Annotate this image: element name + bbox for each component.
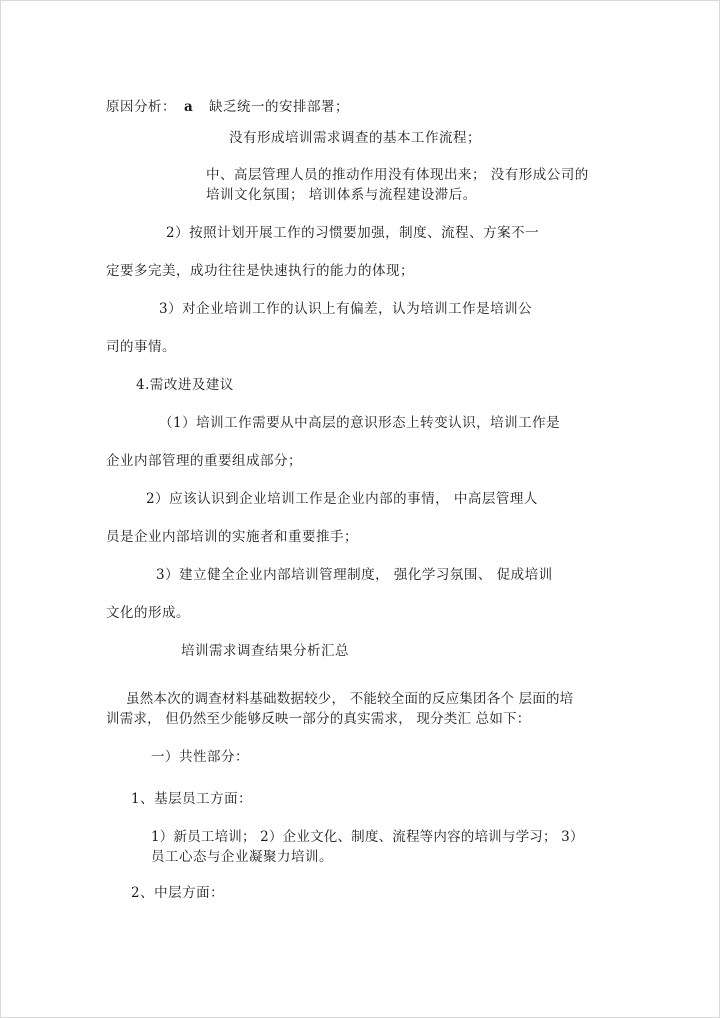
cause-item-b: 没有形成培训需求调查的基本工作流程； [229, 130, 481, 146]
cause-item-c-line2: 培训文化氛围； 培训体系与流程建设滞后。 [206, 187, 477, 203]
summary-section1: 一）共性部分： [151, 749, 249, 765]
sub1-line1: 1）新员工培训； 2）企业文化、制度、流程等内容的培训与学习； 3） [151, 829, 584, 845]
sub1-line2: 员工心态与企业凝聚力培训。 [151, 849, 333, 865]
suggestions-heading: 4.需改进及建议 [136, 377, 234, 393]
cause-item-a: 缺乏统一的安排部署； [209, 99, 349, 115]
cause-point2-line2: 定要多完美，成功往往是快速执行的能力的体现； [106, 263, 414, 279]
cause-point3-line1: 3）对企业培训工作的认识上有偏差，认为培训工作是培训公 [159, 301, 533, 317]
suggestion-1-line2: 企业内部管理的重要组成部分； [106, 453, 302, 469]
suggestion-2-line1: 2）应该认识到企业培训工作是企业内部的事情， 中高层管理人 [146, 491, 538, 507]
cause-point2-line1: 2）按照计划开展工作的习惯要加强，制度、流程、方案不一 [166, 225, 540, 241]
suggestion-1-line1: （1）培训工作需要从中高层的意识形态上转变认识，培训工作是 [159, 415, 561, 431]
suggestion-3-line1: 3）建立健全企业内部培训管理制度， 强化学习氛围、 促成培训 [156, 567, 553, 583]
suggestion-3-line2: 文化的形成。 [106, 605, 190, 621]
cause-point3-line2: 司的事情。 [106, 339, 176, 355]
cause-item-c-line1: 中、高层管理人员的推动作用没有体现出来； 没有形成公司的 [206, 167, 589, 183]
cause-analysis-marker: a [184, 99, 194, 115]
summary-title: 培训需求调查结果分析汇总 [181, 643, 349, 659]
cause-analysis-label: 原因分析： [106, 99, 176, 115]
sub2-heading: 2、中层方面： [131, 885, 225, 901]
summary-intro-line1: 虽然本次的调查材料基础数据较少， 不能较全面的反应集团各个 层面的培 [126, 691, 574, 707]
sub1-heading: 1、基层员工方面： [131, 791, 253, 807]
summary-intro-line2: 训需求， 但仍然至少能够反映一部分的真实需求， 现分类汇 总如下： [106, 711, 531, 727]
suggestion-2-line2: 员是企业内部培训的实施者和重要推手； [106, 529, 358, 545]
